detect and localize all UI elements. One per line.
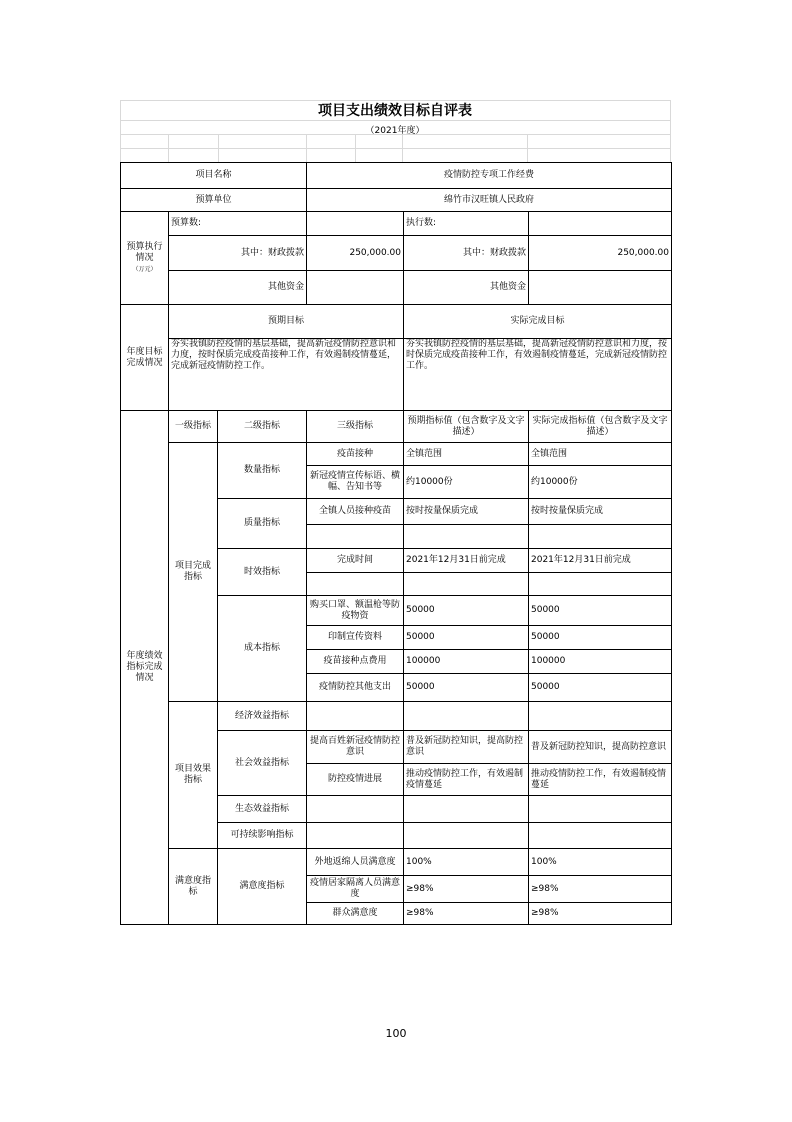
- other-value-exec: [529, 271, 672, 305]
- expected-value: 100000: [404, 650, 529, 674]
- level3-cell: 防控疫情进展: [307, 764, 404, 796]
- budget-unit-value: 绵竹市汉旺镇人民政府: [307, 189, 672, 212]
- actual-value: 50000: [529, 674, 672, 702]
- actual-value: 100000: [529, 650, 672, 674]
- expected-value: 50000: [404, 674, 529, 702]
- expected-value: ≥98%: [404, 876, 529, 903]
- level1-completion: 项目完成指标: [169, 443, 218, 702]
- level1-satisfaction: 满意度指标: [169, 849, 218, 925]
- actual-value: 推动疫情防控工作，有效遏制疫情蔓延: [529, 764, 672, 796]
- level3-cell: 完成时间: [307, 549, 404, 573]
- level3-cell: 疫苗接种点费用: [307, 650, 404, 674]
- actual-value: [529, 796, 672, 823]
- fiscal-label-exec: 其中：财政拨款: [404, 236, 529, 271]
- annual-goal-label: 年度目标完成情况: [121, 305, 169, 411]
- table-row: [121, 236, 672, 271]
- level2-quality: 质量指标: [218, 499, 307, 549]
- table-row: [121, 339, 672, 411]
- level2-cost: 成本指标: [218, 596, 307, 702]
- page-title: 项目支出绩效目标自评表: [318, 103, 472, 119]
- expected-value: [404, 702, 529, 731]
- table-row: [121, 271, 672, 305]
- level2-ecological: 生态效益指标: [218, 796, 307, 823]
- budget-section-title: 预算执行情况: [126, 241, 163, 263]
- level2-social: 社会效益指标: [218, 731, 307, 796]
- header-level3: 三级指标: [307, 411, 404, 443]
- level3-cell: [307, 796, 404, 823]
- header-actual: 实际完成指标值（包含数字及文字描述）: [529, 411, 672, 443]
- table-row: [121, 305, 672, 339]
- expected-value: 普及新冠防控知识，提高防控意识: [404, 731, 529, 764]
- level3-cell: 提高百姓新冠疫情防控意识: [307, 731, 404, 764]
- expected-value: [404, 573, 529, 596]
- page-number: 100: [385, 1027, 407, 1040]
- level3-cell: 印制宣传资料: [307, 626, 404, 650]
- table-row: [121, 849, 672, 876]
- table-row: [121, 702, 672, 731]
- grid-line: [120, 148, 671, 149]
- header-level2: 二级指标: [218, 411, 307, 443]
- expected-value: 50000: [404, 626, 529, 650]
- budget-unit-label: 预算单位: [121, 189, 307, 212]
- level2-timeliness: 时效指标: [218, 549, 307, 596]
- table-row: [121, 411, 672, 443]
- project-name-value: 疫情防控专项工作经费: [307, 163, 672, 189]
- expected-goal-text: 夯实我镇防控疫情的基层基础，提高新冠疫情防控意识和力度，按时保质完成疫苗接种工作，有效遏制疫情蔓延，完成新冠疫情防控工作。: [169, 339, 404, 411]
- table-row: [121, 443, 672, 466]
- self-evaluation-table: [120, 162, 672, 925]
- actual-value: 2021年12月31日前完成: [529, 549, 672, 573]
- level1-effect: 项目效果指标: [169, 702, 218, 849]
- table-row: [121, 163, 672, 189]
- budget-amount-label: 预算数:: [169, 212, 307, 236]
- header-level1: 一级指标: [169, 411, 218, 443]
- level3-cell: [307, 823, 404, 849]
- fiscal-value-exec: 250,000.00: [529, 236, 672, 271]
- other-label-exec: 其他资金: [404, 271, 529, 305]
- expected-value: 全镇范围: [404, 443, 529, 466]
- actual-value: 普及新冠防控知识，提高防控意识: [529, 731, 672, 764]
- level2-quantity: 数量指标: [218, 443, 307, 499]
- expected-value: 推动疫情防控工作，有效遏制疫情蔓延: [404, 764, 529, 796]
- actual-value: 50000: [529, 626, 672, 650]
- budget-unit-note: （万元）: [132, 265, 157, 273]
- expected-value: 按时按量保质完成: [404, 499, 529, 525]
- level3-cell: [307, 573, 404, 596]
- level3-cell: 疫苗接种: [307, 443, 404, 466]
- level2-economic: 经济效益指标: [218, 702, 307, 731]
- level3-cell: 新冠疫情宣传标语、横幅、告知书等: [307, 466, 404, 499]
- actual-goal-header: 实际完成目标: [404, 305, 672, 339]
- indicators-section-label: 年度绩效指标完成情况: [121, 411, 169, 925]
- level3-cell: [307, 525, 404, 549]
- level3-cell: 疫情防控其他支出: [307, 674, 404, 702]
- actual-value: ≥98%: [529, 903, 672, 925]
- budget-amount-value: [307, 212, 404, 236]
- level3-cell: [307, 702, 404, 731]
- table-row: [121, 189, 672, 212]
- actual-value: [529, 573, 672, 596]
- expected-value: [404, 796, 529, 823]
- project-name-label: 项目名称: [121, 163, 307, 189]
- level3-cell: 外地返绵人员满意度: [307, 849, 404, 876]
- grid-line: [402, 134, 403, 162]
- expected-value: 2021年12月31日前完成: [404, 549, 529, 573]
- expected-value: 50000: [404, 596, 529, 626]
- other-value-budget: [307, 271, 404, 305]
- grid-line: [306, 134, 307, 162]
- grid-line: [527, 134, 528, 162]
- level3-cell: 疫情居家隔离人员满意度: [307, 876, 404, 903]
- actual-goal-text: 夯实我镇防控疫情的基层基础，提高新冠疫情防控意识和力度，按时保质完成疫苗接种工作，有效遏制疫情蔓延，完成新冠疫情防控工作。: [404, 339, 672, 411]
- expected-value: 100%: [404, 849, 529, 876]
- actual-value: 约10000份: [529, 466, 672, 499]
- grid-line: [670, 100, 671, 162]
- actual-value: 100%: [529, 849, 672, 876]
- level3-cell: 购买口罩、额温枪等防疫物资: [307, 596, 404, 626]
- expected-value: 约10000份: [404, 466, 529, 499]
- page-subtitle: （2021年度）: [365, 126, 425, 136]
- exec-amount-value: [529, 212, 672, 236]
- expected-value: [404, 525, 529, 549]
- expected-value: [404, 823, 529, 849]
- actual-value: 按时按量保质完成: [529, 499, 672, 525]
- level3-cell: 群众满意度: [307, 903, 404, 925]
- grid-line: [355, 134, 356, 162]
- expected-goal-header: 预期目标: [169, 305, 404, 339]
- expected-value: ≥98%: [404, 903, 529, 925]
- budget-section-label: [121, 212, 169, 305]
- level2-sustainable: 可持续影响指标: [218, 823, 307, 849]
- grid-line: [120, 120, 671, 121]
- actual-value: 50000: [529, 596, 672, 626]
- actual-value: 全镇范围: [529, 443, 672, 466]
- actual-value: [529, 525, 672, 549]
- level2-satisfaction: 满意度指标: [218, 849, 307, 925]
- other-label-budget: 其他资金: [169, 271, 307, 305]
- table-row: [121, 212, 672, 236]
- grid-line: [168, 134, 169, 162]
- header-expected: 预期指标值（包含数字及文字描述）: [404, 411, 529, 443]
- exec-amount-label: 执行数:: [404, 212, 529, 236]
- actual-value: ≥98%: [529, 876, 672, 903]
- grid-line: [218, 134, 219, 162]
- fiscal-label-budget: 其中：财政拨款: [169, 236, 307, 271]
- level3-cell: 全镇人员接种疫苗: [307, 499, 404, 525]
- actual-value: [529, 702, 672, 731]
- actual-value: [529, 823, 672, 849]
- fiscal-value-budget: 250,000.00: [307, 236, 404, 271]
